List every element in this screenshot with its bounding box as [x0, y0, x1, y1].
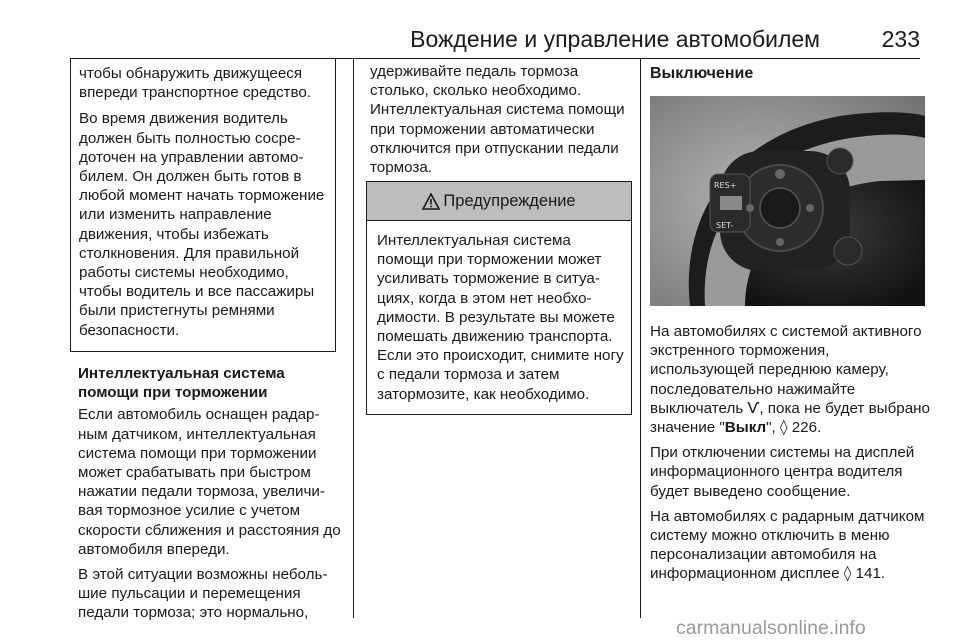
box-paragraph-1: чтобы обнаружить движущееся впереди транспортное средство. — [79, 65, 312, 102]
paragraph: При отключении системы на дисплей информационного центра водителя будет выведено сообщение. — [650, 444, 915, 500]
paragraph: В этой ситуации возможны небольшие пульсации и перемещения педали тормоза; это нормально, — [78, 566, 328, 622]
steering-wheel-controls-photo — [650, 96, 925, 306]
page-header — [70, 22, 920, 59]
page-number: 233 — [881, 26, 920, 52]
paragraph: Если автомобиль оснащен радарным датчиком, интеллектуальная система помощи при торможении может срабатывать при быстром нажатии педали тормоза, увеличивая тормозное усилие с учетом скорости сближения и расстояния до автомобиля впереди. — [78, 406, 341, 558]
section-heading: Интеллектуальная система помощи при торможении — [78, 365, 285, 402]
continued-text-box — [70, 58, 336, 352]
section-heading: Выключение — [650, 65, 754, 82]
header-title: Вождение и управление автомобилем — [410, 26, 820, 52]
section-brake-assist — [78, 364, 344, 629]
warning-box — [366, 181, 632, 415]
box-paragraph-2: Во время движения водитель должен быть полностью сосредоточен на управлении автомобилем. Он должен быть готов в любой момент начать торможение или изменить направление движения, чтобы избежать столкновения. Для правильной работы системы необходимо, чтобы водитель и все пассажиры были пристегнуты ремнями безопасности. — [79, 110, 325, 339]
column-divider-1 — [353, 58, 354, 618]
warning-triangle-icon — [422, 193, 440, 210]
watermark: carmanualsonline.info — [676, 617, 866, 639]
set-label: SET- — [716, 221, 734, 230]
collision-alert-icon: Ѵ — [747, 398, 760, 417]
page-ref[interactable]: 226. — [791, 419, 822, 437]
page-ref-icon: ◊ — [779, 418, 788, 437]
continued-paragraph: удерживайте педаль тормоза столько, сколько необходимо. Интеллектуальная система помощи при торможении автоматически отключится при отпускании педали тормоза. — [370, 63, 625, 177]
warning-header — [367, 182, 631, 221]
paragraph: На автомобилях с радарным датчиком систему можно отключить в меню персонализации автомобиля на информационном дисплее ◊ 141. — [650, 507, 925, 583]
deactivation-text — [650, 322, 932, 590]
page-ref-icon: ◊ — [843, 564, 852, 583]
warning-title: Предупреждение — [443, 191, 576, 210]
warning-text: Интеллектуальная система помощи при торможении может усиливать торможение в ситуациях, когда в этом нет необходимости. В результате вы можете помешать движению транспорта. Если это происходит, снимите ногу с педали тормоза и затем затормозите, как необходимо. — [377, 232, 624, 403]
res-label: RES+ — [714, 181, 737, 190]
column-divider-2 — [640, 58, 641, 618]
page-ref[interactable]: 141. — [855, 565, 886, 583]
paragraph: На автомобилях с системой активного экстренного торможения, использующей переднюю камеру, последовательно нажимайте выключатель Ѵ, пока не будет выбрано значение "Выкл", ◊ 226. — [650, 323, 930, 437]
